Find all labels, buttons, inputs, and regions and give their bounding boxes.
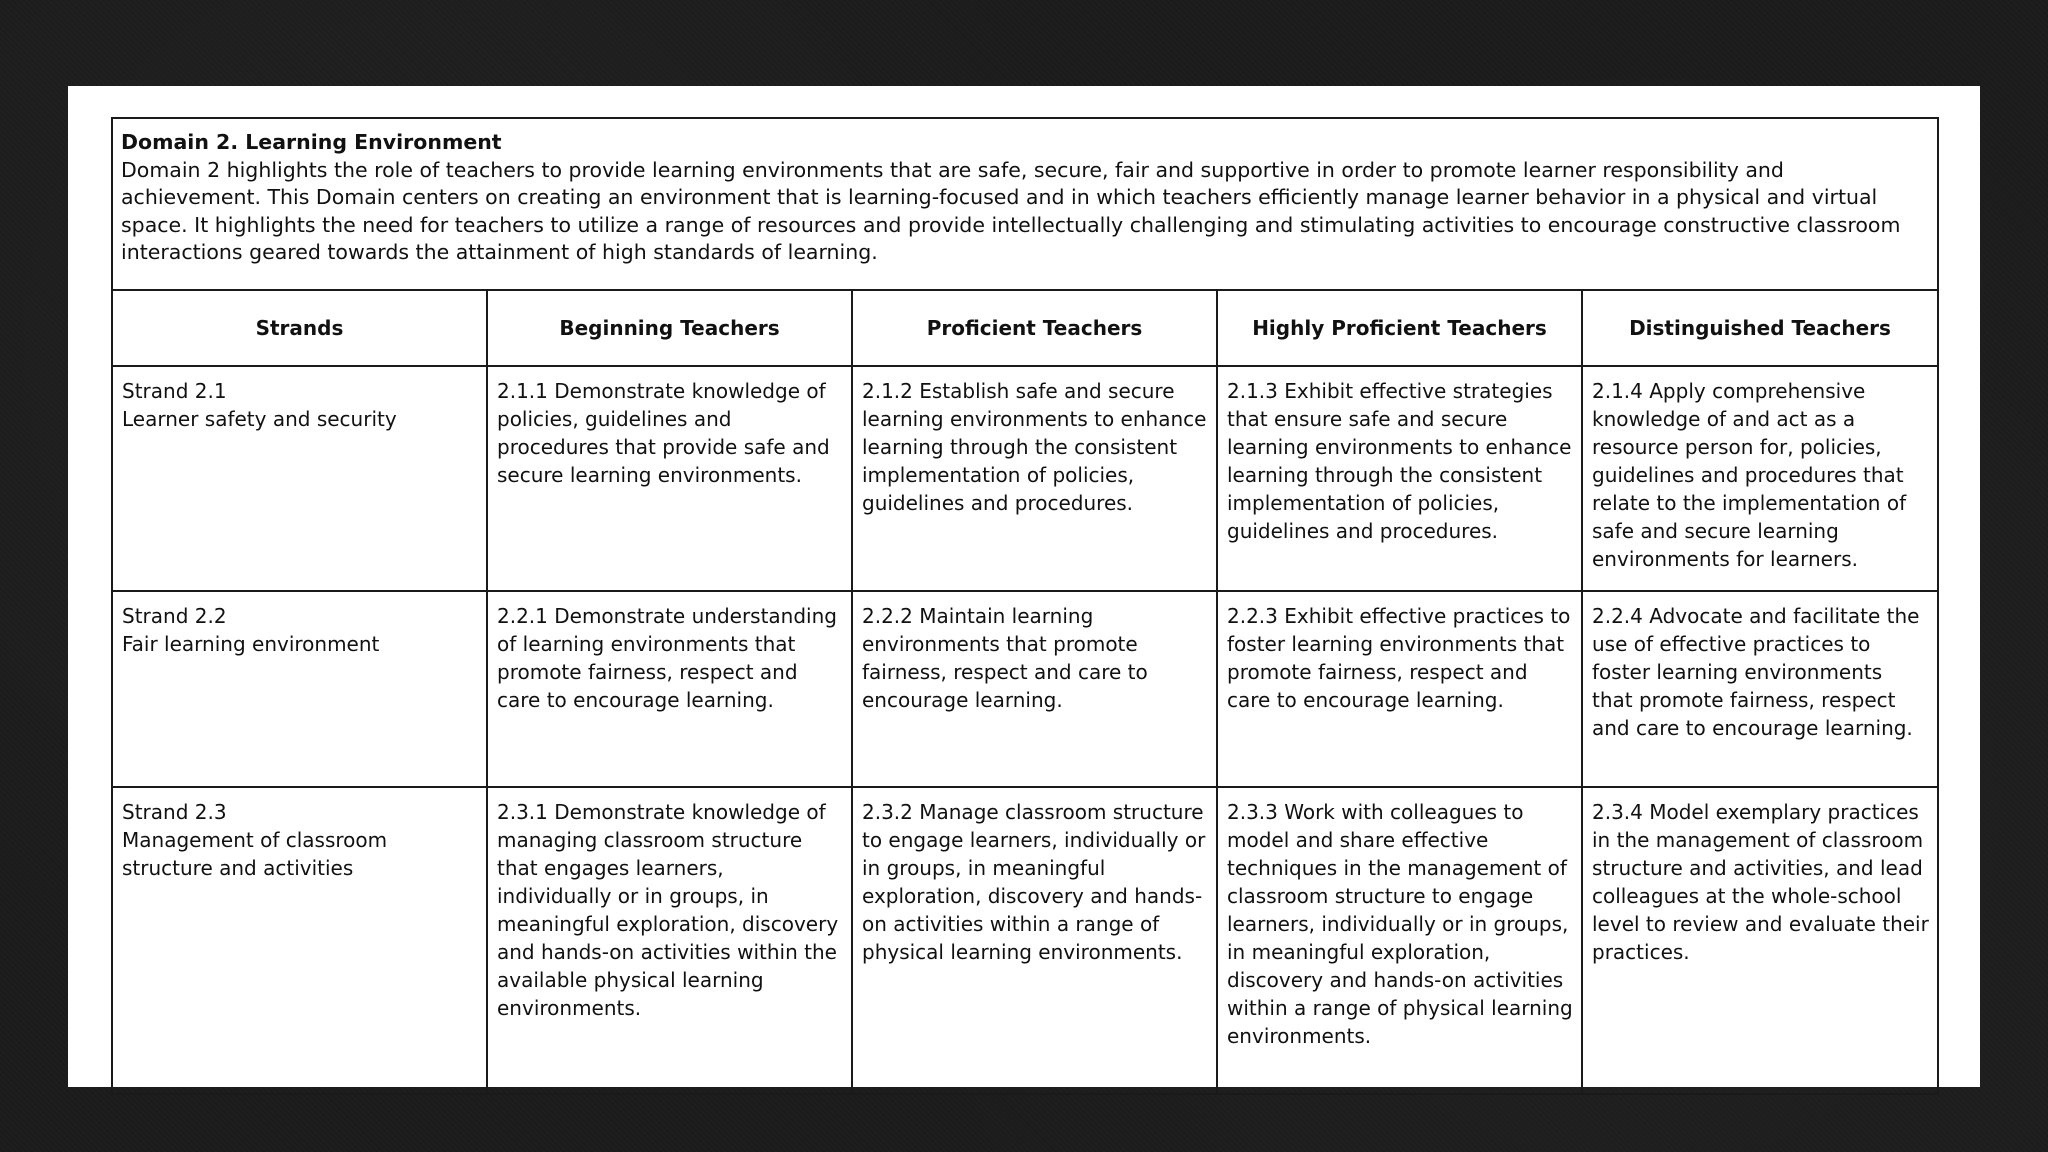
beginning-indicator: 2.2.1 Demonstrate understanding of learning environments that promote fairness, respect and care to encourage learning. (487, 591, 852, 787)
beginning-indicator: 2.1.1 Demonstrate knowledge of policies, guidelines and procedures that provide safe and secure learning environments. (487, 366, 852, 591)
table-row (112, 591, 1938, 787)
strand-cell (112, 787, 487, 1094)
document-page (68, 86, 1980, 1087)
strand-name: Learner safety and security (122, 407, 397, 431)
highly-proficient-indicator: 2.2.3 Exhibit effective practices to foster learning environments that promote fairness, respect and care to encourage learning. (1217, 591, 1582, 787)
beginning-indicator: 2.3.1 Demonstrate knowledge of managing classroom structure that engages learners, individually or in groups, in meaningful exploration, discovery and hands-on activities within the available physical learning environments. (487, 787, 852, 1094)
distinguished-indicator: 2.3.4 Model exemplary practices in the management of classroom structure and activities, and lead colleagues at the whole-school level to review and evaluate their practices. (1582, 787, 1938, 1094)
highly-proficient-indicator: 2.1.3 Exhibit effective strategies that ensure safe and secure learning environments to enhance learning through the consistent implementation of policies, guidelines and procedures. (1217, 366, 1582, 591)
domain-header-cell (112, 118, 1938, 290)
domain-title: Domain 2. Learning Environment (121, 130, 502, 154)
strand-code: Strand 2.3 (122, 800, 227, 824)
strand-name: Management of classroom structure and activities (122, 828, 388, 880)
column-header-row (112, 290, 1938, 366)
highly-proficient-indicator: 2.3.3 Work with colleagues to model and share effective techniques in the management of classroom structure to engage learners, individually or in groups, in meaningful exploration, discovery and hands-on activities within a range of physical learning environments. (1217, 787, 1582, 1094)
proficient-indicator: 2.3.2 Manage classroom structure to engage learners, individually or in groups, in meaningful exploration, discovery and hands-on activities within a range of physical learning environments. (852, 787, 1217, 1094)
domain-description: Domain 2 highlights the role of teachers to provide learning environments that are safe, secure, fair and supportive in order to promote learner responsibility and achievement. This Domain centers on creating an environment that is learning-focused and in which teachers efficiently manage learner behavior in a physical and virtual space. It highlights the need for teachers to utilize a range of resources and provide intellectually challenging and stimulating activities to encourage constructive classroom interactions geared towards the attainment of high standards of learning. (121, 157, 1901, 264)
distinguished-indicator: 2.1.4 Apply comprehensive knowledge of and act as a resource person for, policies, guidelines and procedures that relate to the implementation of safe and secure learning environments for learners. (1582, 366, 1938, 591)
strand-cell (112, 366, 487, 591)
column-header-beginning: Beginning Teachers (487, 290, 852, 366)
proficient-indicator: 2.2.2 Maintain learning environments that promote fairness, respect and care to encourage learning. (852, 591, 1217, 787)
strand-code: Strand 2.1 (122, 379, 227, 403)
column-header-highly-proficient: Highly Proficient Teachers (1217, 290, 1582, 366)
rubric-table (111, 117, 1939, 1095)
proficient-indicator: 2.1.2 Establish safe and secure learning environments to enhance learning through the consistent implementation of policies, guidelines and procedures. (852, 366, 1217, 591)
strand-cell (112, 591, 487, 787)
column-header-distinguished: Distinguished Teachers (1582, 290, 1938, 366)
strand-name: Fair learning environment (122, 632, 380, 656)
table-row (112, 366, 1938, 591)
strand-code: Strand 2.2 (122, 604, 227, 628)
distinguished-indicator: 2.2.4 Advocate and facilitate the use of effective practices to foster learning environments that promote fairness, respect and care to encourage learning. (1582, 591, 1938, 787)
domain-header-row (112, 118, 1938, 290)
table-row (112, 787, 1938, 1094)
column-header-strands: Strands (112, 290, 487, 366)
column-header-proficient: Proficient Teachers (852, 290, 1217, 366)
